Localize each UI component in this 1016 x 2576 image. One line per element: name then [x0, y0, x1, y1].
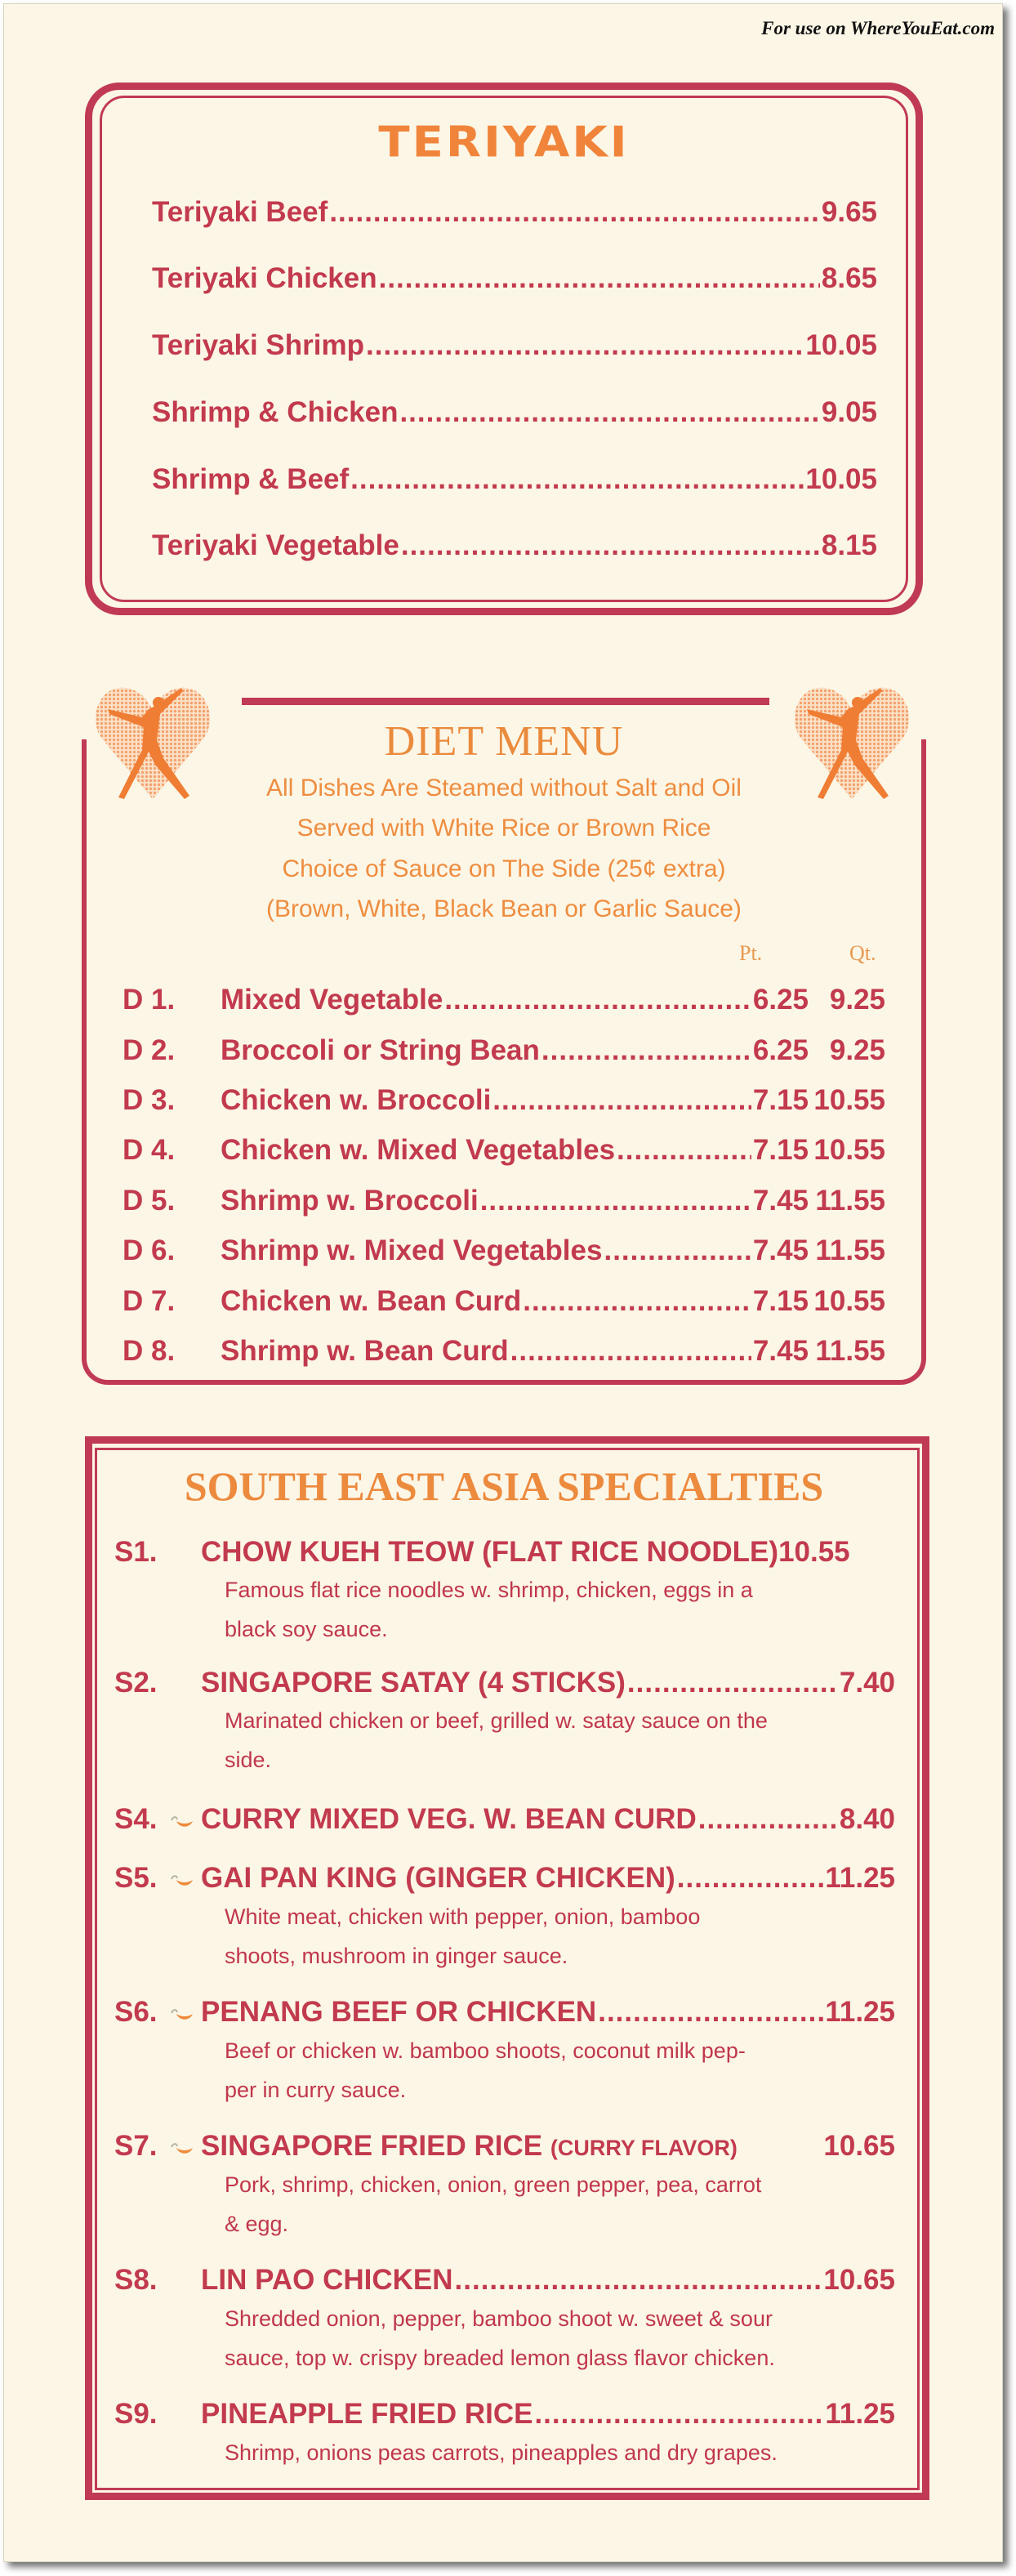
chili-pepper-icon	[170, 1873, 194, 1889]
dot-leader	[541, 1034, 751, 1067]
diet-title: DIET MENU	[384, 718, 624, 765]
menu-item	[152, 529, 877, 562]
item-number: S4.	[114, 1803, 158, 1835]
menu-item	[201, 1996, 895, 2029]
item-number: D 3.	[123, 1084, 176, 1116]
item-price-pint: 7.15	[752, 1084, 809, 1116]
column-header-quart: Qt.	[849, 941, 876, 965]
watermark: For use on WhereYouEat.com	[761, 18, 995, 38]
item-name: PINEAPPLE FRIED RICE	[201, 2398, 533, 2430]
menu-item	[221, 1234, 809, 1267]
item-number: D 1.	[123, 984, 176, 1016]
item-price-quart: 9.25	[829, 1034, 885, 1066]
dot-leader	[399, 396, 819, 429]
item-name: CHOW KUEH TEOW (FLAT RICE NOODLE)	[201, 1536, 779, 1568]
item-price-quart: 10.55	[813, 1285, 885, 1317]
item-description	[225, 2433, 862, 2472]
item-name: PENANG BEEF OR CHICKEN	[201, 1996, 597, 2028]
menu-item	[152, 262, 877, 295]
description-line: shoots, mushroom in ginger sauce.	[225, 1944, 568, 1968]
item-description	[225, 1897, 862, 1976]
item-number: D 2.	[123, 1034, 176, 1066]
chili-pepper-icon	[170, 2141, 194, 2157]
description-line: sauce, top w. crispy breaded lemon glass flavor chicken.	[225, 2346, 775, 2370]
diet-subtitle: Served with White Rice or Brown Rice	[296, 815, 711, 842]
item-price: 9.65	[821, 196, 877, 228]
description-line: Pork, shrimp, chicken, onion, green pepper, pea, carrot	[225, 2172, 762, 2197]
item-price-quart: 11.55	[815, 1185, 885, 1217]
description-line: Beef or chicken w. bamboo shoots, coconut milk pep-	[225, 2038, 746, 2063]
dot-leader	[510, 1335, 751, 1368]
item-description	[225, 1570, 862, 1649]
menu-item	[221, 1335, 809, 1368]
item-price: 8.15	[821, 529, 877, 561]
description-line: Shrimp, onions peas carrots, pineapples and dry grapes.	[225, 2440, 778, 2465]
item-price-pint: 7.45	[752, 1335, 809, 1367]
dot-leader	[617, 1134, 751, 1167]
diet-subtitle: Choice of Sauce on The Side (25¢ extra)	[282, 855, 726, 882]
item-name: Shrimp w. Mixed Vegetables	[221, 1234, 603, 1266]
item-name: LIN PAO CHICKEN	[201, 2264, 453, 2296]
item-number: D 7.	[123, 1285, 176, 1317]
chili-pepper-icon	[170, 1814, 194, 1830]
item-price-pint: 6.25	[752, 984, 809, 1016]
dot-leader	[598, 1996, 823, 2029]
item-price-pint: 7.45	[752, 1234, 809, 1266]
item-name: Shrimp w. Bean Curd	[221, 1335, 509, 1367]
menu-item	[201, 2398, 895, 2431]
item-description	[225, 2031, 862, 2109]
item-name: CURRY MIXED VEG. W. BEAN CURD	[201, 1803, 697, 1835]
item-price-quart: 9.25	[829, 984, 885, 1016]
item-price: 10.55	[778, 1536, 850, 1568]
item-price-pint: 7.15	[752, 1285, 809, 1317]
item-price-quart: 11.55	[815, 1234, 885, 1266]
dot-leader	[455, 2264, 822, 2297]
menu-item	[221, 984, 809, 1016]
description-line: side.	[225, 1748, 272, 1772]
item-price-pint: 7.45	[752, 1185, 809, 1217]
item-number: D 6.	[123, 1234, 176, 1266]
item-name: Shrimp & Beef	[152, 463, 350, 495]
menu-item	[152, 196, 877, 229]
dot-leader	[677, 1862, 824, 1895]
menu-item	[221, 1034, 809, 1067]
diet-subtitle: All Dishes Are Steamed without Salt and Oil	[266, 775, 742, 801]
item-price: 10.65	[823, 2264, 895, 2296]
description-line: & egg.	[225, 2212, 289, 2236]
item-price-pint: 7.15	[752, 1134, 809, 1166]
item-name: SINGAPORE FRIED RICE	[201, 2130, 543, 2162]
item-name: SINGAPORE SATAY (4 STICKS)	[201, 1667, 626, 1699]
dot-leader	[698, 1803, 838, 1836]
dot-leader	[401, 529, 820, 562]
menu-item	[152, 463, 877, 496]
description-line: Famous flat rice noodles w. shrimp, chicken, eggs in a	[225, 1578, 753, 1602]
dot-leader	[523, 1285, 751, 1318]
dot-leader	[492, 1084, 751, 1117]
diet-top-rule	[242, 698, 769, 705]
menu-item	[201, 1536, 900, 1569]
dot-leader	[329, 196, 820, 229]
dot-leader	[627, 1667, 838, 1699]
menu-item	[201, 1803, 895, 1836]
menu-item	[221, 1285, 809, 1318]
dot-leader	[350, 463, 804, 496]
dot-leader	[444, 984, 751, 1016]
item-description	[225, 1701, 862, 1779]
item-name: Teriyaki Shrimp	[152, 329, 365, 361]
item-number: S6.	[114, 1996, 158, 2028]
item-number: S7.	[114, 2130, 158, 2162]
description-line: White meat, chicken with pepper, onion, bamboo	[225, 1904, 701, 1929]
item-price: 10.05	[805, 329, 877, 361]
item-price: 7.40	[839, 1667, 895, 1699]
item-price-pint: 6.25	[752, 1034, 809, 1066]
menu-item	[221, 1134, 809, 1167]
item-price: 8.65	[821, 262, 877, 294]
item-description	[225, 2165, 862, 2243]
description-line: Shredded onion, pepper, bamboo shoot w. sweet & sour	[225, 2306, 773, 2331]
item-price-quart: 10.55	[813, 1084, 885, 1116]
item-name: Chicken w. Broccoli	[221, 1084, 492, 1116]
item-number: S5.	[114, 1862, 158, 1894]
menu-item	[152, 329, 877, 362]
item-number: S9.	[114, 2398, 158, 2430]
menu-item	[201, 1862, 895, 1895]
item-price: 11.25	[825, 1862, 895, 1894]
chili-pepper-icon	[170, 2007, 194, 2023]
description-line: Marinated chicken or beef, grilled w. satay sauce on the	[225, 1708, 768, 1733]
item-number: S1.	[114, 1536, 158, 1568]
item-number: D 5.	[123, 1185, 176, 1217]
description-line: per in curry sauce.	[225, 2078, 407, 2102]
column-header-pint: Pt.	[739, 941, 763, 965]
dot-leader	[604, 1234, 751, 1267]
menu-item	[152, 396, 877, 429]
item-name: Broccoli or String Bean	[221, 1034, 540, 1066]
item-name: Teriyaki Chicken	[152, 262, 377, 294]
item-price-quart: 11.55	[815, 1335, 885, 1367]
dot-leader	[480, 1185, 751, 1217]
description-line: black soy sauce.	[225, 1617, 388, 1641]
item-name: Mixed Vegetable	[221, 984, 443, 1016]
menu-item	[221, 1185, 809, 1217]
item-number: D 8.	[123, 1335, 176, 1367]
item-price: 9.05	[821, 396, 877, 428]
diet-subtitle: (Brown, White, Black Bean or Garlic Sauce)	[266, 895, 742, 922]
item-price: 10.05	[805, 463, 877, 495]
item-price: 8.40	[839, 1803, 895, 1835]
menu-item	[201, 2130, 895, 2163]
item-price: 11.25	[825, 1996, 895, 2028]
item-name: Chicken w. Bean Curd	[221, 1285, 522, 1317]
item-name: GAI PAN KING (GINGER CHICKEN)	[201, 1862, 675, 1894]
item-price: 11.25	[825, 2398, 895, 2430]
item-price: 10.65	[823, 2130, 895, 2162]
dot-leader	[534, 2398, 823, 2431]
item-name: Teriyaki Vegetable	[152, 529, 399, 561]
item-name: Shrimp & Chicken	[152, 396, 399, 428]
dot-leader	[366, 329, 804, 362]
item-number: S8.	[114, 2264, 158, 2296]
item-price-quart: 10.55	[813, 1134, 885, 1166]
item-description	[225, 2299, 862, 2377]
dot-leader	[379, 262, 820, 295]
menu-item	[201, 2264, 895, 2297]
menu-item	[221, 1084, 809, 1117]
item-number: D 4.	[123, 1134, 176, 1166]
sea-title: SOUTH EAST ASIA SPECIALTIES	[184, 1463, 824, 1509]
item-name: Teriyaki Beef	[152, 196, 328, 228]
item-note: (CURRY FLAVOR)	[550, 2136, 737, 2160]
item-number: S2.	[114, 1667, 158, 1699]
item-name: Chicken w. Mixed Vegetables	[221, 1134, 616, 1166]
item-name: Shrimp w. Broccoli	[221, 1185, 479, 1217]
menu-item	[201, 1667, 895, 1699]
teriyaki-title: TERIYAKI	[378, 118, 630, 167]
